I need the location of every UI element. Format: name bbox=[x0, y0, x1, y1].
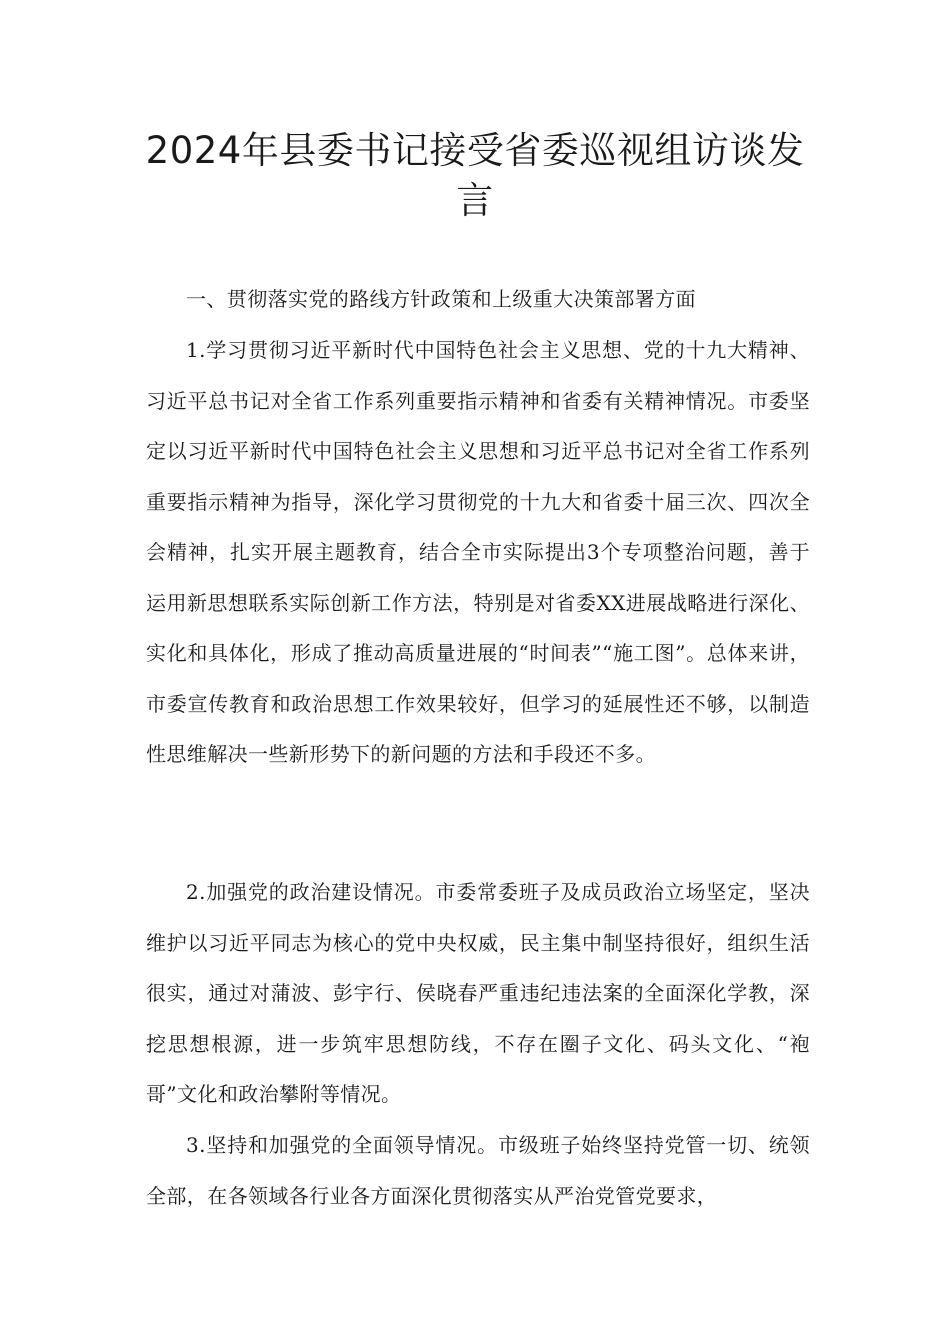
paragraph-item-2: 2.加强党的政治建设情况。市委常委班子及成员政治立场坚定，坚决维护以习近平同志为核心的党中央权威，民主集中制坚持很好，组织生活很实，通过对蒲波、彭宇行、侯晓春严重违纪违法案的全面深化学教，深挖思想根源，进一步筑牢思想防线，不存在圈子文化、码头文化、“袍哥”文化和政治攀附等情况。 bbox=[146, 880, 810, 1106]
paragraph-item-3: 3.坚持和加强党的全面领导情况。市级班子始终坚持党管一切、统领全部，在各领域各行业各方面深化贯彻落实从严治党管党要求， bbox=[146, 1133, 810, 1208]
document-title: 2024年县委书记接受省委巡视组访谈发言 bbox=[145, 129, 805, 222]
paragraph-item-1: 1.学习贯彻习近平新时代中国特色社会主义思想、党的十九大精神、习近平总书记对全省工作系列重要指示精神和省委有关精神情况。市委坚定以习近平新时代中国特色社会主义思想和习近平总书记对全省工作系列重要指示精神为指导，深化学习贯彻党的十九大和省委十届三次、四次全会精神，扎实开展主题教育，结合全市实际提出3个专项整治问题，善于运用新思想联系实际创新工作方法，特别是对省委XX进展战略进行深化、实化和具体化，形成了推动高质量进展的“时间表”“施工图”。总体来讲，市委宣传教育和政治思想工作效果较好，但学习的延展性还不够，以制造性思维解决一些新形势下的新问题的方法和手段还不多。 bbox=[146, 338, 810, 766]
section-heading: 一、贯彻落实党的路线方针政策和上级重大决策部署方面 bbox=[186, 287, 696, 311]
